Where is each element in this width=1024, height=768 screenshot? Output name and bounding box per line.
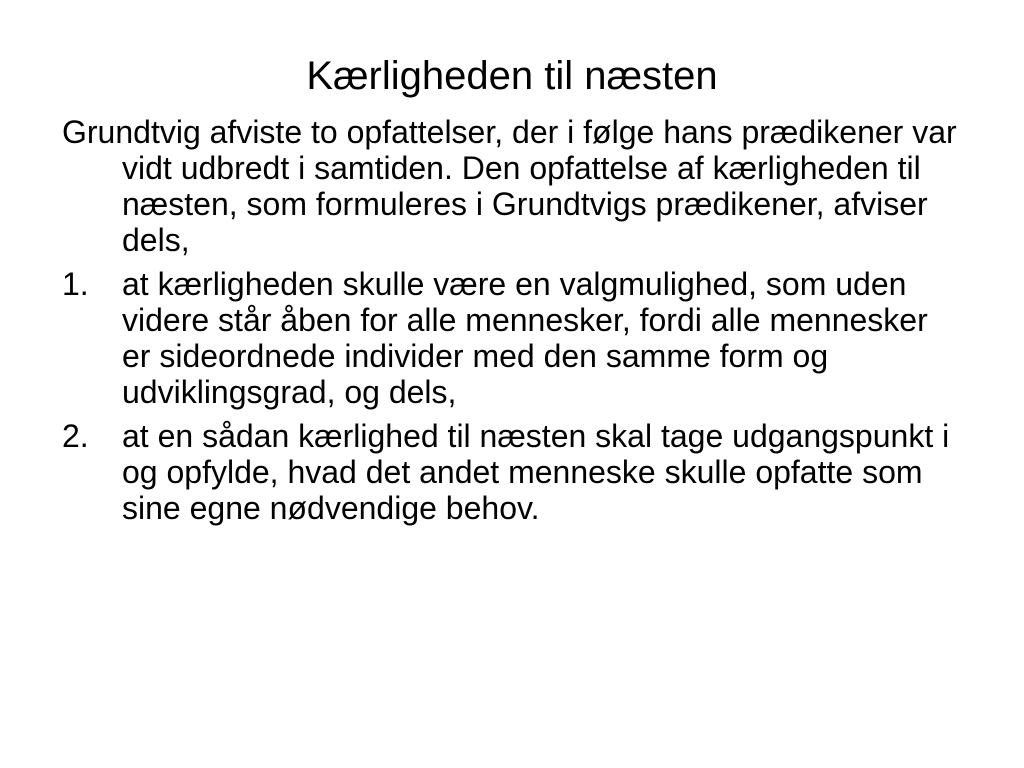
- list-item-number: 2.: [62, 418, 89, 454]
- list-item-number: 1.: [62, 266, 89, 302]
- slide-title: Kærligheden til næsten: [306, 54, 718, 98]
- list-item-2: [62, 418, 962, 526]
- list-item-1: [62, 266, 962, 410]
- intro-paragraph: Grundtvig afviste to opfattelser, der i følge hans prædikener var vidt udbredt i samtiden. Den opfattelse af kærligheden til næsten, som formuleres i Grundtvigs prædikener, afviser dels,: [62, 114, 957, 258]
- slide-body: [62, 114, 962, 534]
- list-item-text: at kærligheden skulle være en valgmulighed, som uden videre står åben for alle mennesker, fordi alle mennesker er sideordnede individer med den samme form og udviklingsgrad, og dels,: [122, 266, 928, 410]
- list-item-text: at en sådan kærlighed til næsten skal tage udgangspunkt i og opfylde, hvad det andet menneske skulle opfatte som sine egne nødvendige behov.: [122, 418, 950, 526]
